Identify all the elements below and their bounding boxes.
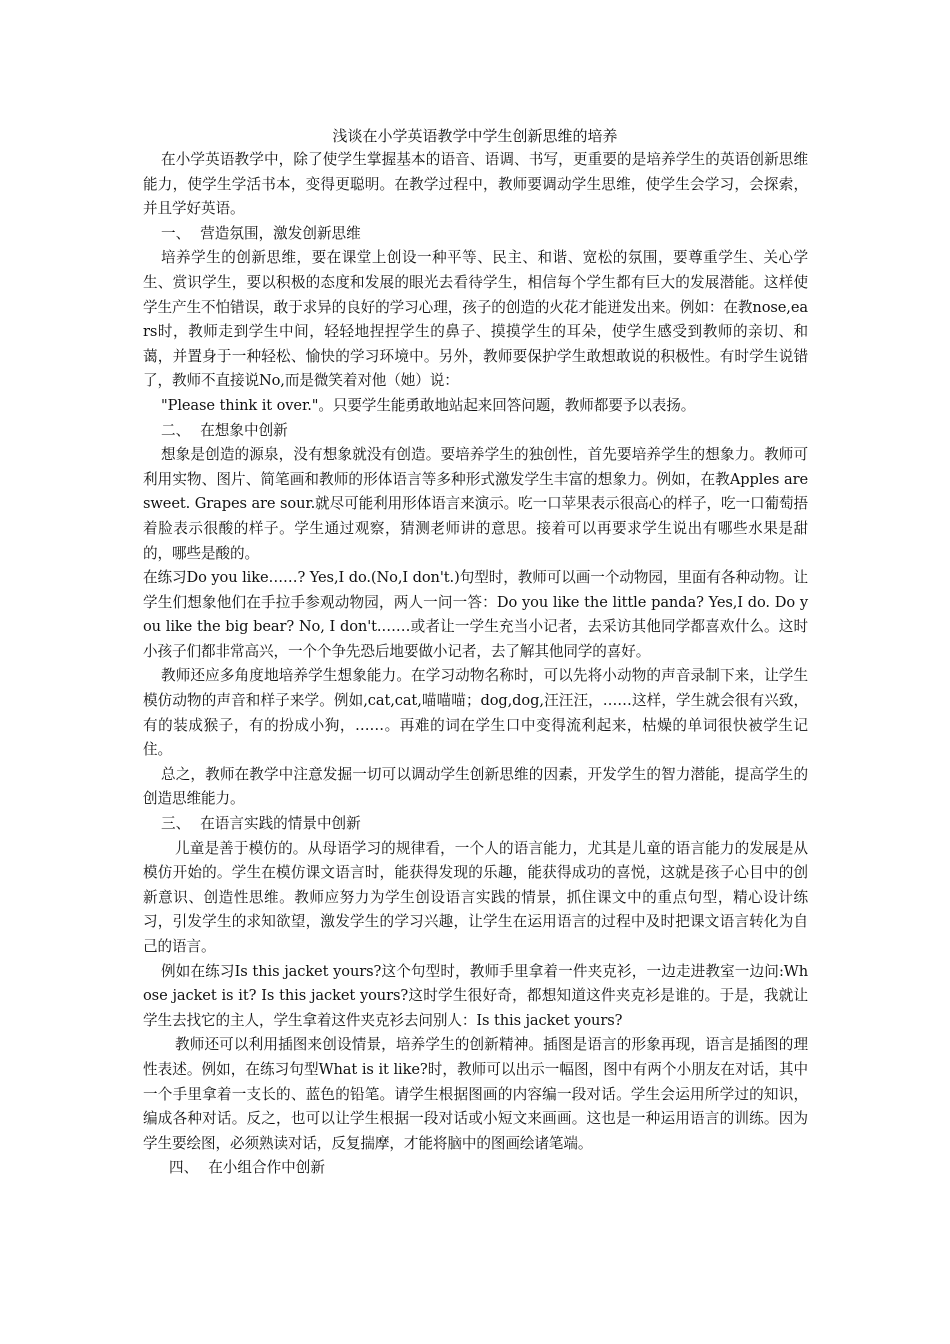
section-2-paragraph-1: 想象是创造的源泉，没有想象就没有创造。要培养学生的独创性，首先要培养学生的想象力。教师可利用实物、图片、简笔画和教师的形体语言等多种形式激发学生丰富的想象力。例如，在教Apples are sweet. Grapes are sour.就尽可能利用形体语言来演示。吃一口苹果表示很高心的样子，吃一口葡萄捂着脸表示很酸的样子。学生通过观察，猜测老师讲的意思。接着可以再要求学生说出有哪些水果是甜的，哪些是酸的。 xyxy=(143,446,808,562)
section-3-number: 三、 xyxy=(161,815,191,833)
section-4-title: 在小组合作中创新 xyxy=(208,1159,325,1177)
section-3-heading xyxy=(143,812,808,837)
section-3-paragraph-2: 例如在练习Is this jacket yours?这个句型时，教师手里拿着一件夹克衫，一边走进教室一边问:Whose jacket is it? Is this jacket yours?这时学生很好奇，都想知道这件夹克衫是谁的。于是，我就让学生去找它的主人，学生拿着这件夹克衫去问别人：Is this jacket yours? xyxy=(143,962,808,1029)
document-title: 浅谈在小学英语教学中学生创新思维的培养 xyxy=(332,127,618,145)
section-1-paragraph-2: "Please think it over."。只要学生能勇敢地站起来回答问题，教师都要予以表扬。 xyxy=(161,396,696,414)
section-4-heading xyxy=(143,1156,808,1181)
section-2-paragraph-2: 在练习Do you like……? Yes,I do.(No,I don't.)句型时，教师可以画一个动物园，里面有各种动物。让学生们想象他们在手拉手参观动物园，两人一问一答：Do you like the little panda? Yes,I do. Do you like the big bear? No, I don't.……或者让一学生充当小记者，去采访其他同学都喜欢什么。这时小孩子们都非常高兴，一个个争先恐后地要做小记者，去了解其他同学的喜好。 xyxy=(143,569,808,660)
section-3-paragraph-3: 教师还可以利用插图来创设情景，培养学生的创新精神。插图是语言的形象再现，语言是插图的理性表述。例如，在练习句型What is it like?时，教师可以出示一幅图，图中有两个小朋友在对话，其中一个手里拿着一支长的、蓝色的铅笔。请学生根据图画的内容编一段对话。学生会运用所学过的知识，编成各种对话。反之，也可以让学生根据一段对话或小短文来画画。这也是一种运用语言的训练。因为学生要绘图，必须熟读对话，反复揣摩，才能将脑中的图画绘诸笔端。 xyxy=(143,1036,808,1152)
section-1-heading xyxy=(143,222,808,247)
section-3-title: 在语言实践的情景中创新 xyxy=(200,815,361,833)
section-2-title: 在想象中创新 xyxy=(200,421,288,439)
section-2-paragraph-4: 总之，教师在教学中注意发掘一切可以调动学生创新思维的因素，开发学生的智力潜能，提高学生的创造思维能力。 xyxy=(143,765,808,808)
section-2-number: 二、 xyxy=(161,421,191,439)
section-1-paragraph-1: 培养学生的创新思维，要在课堂上创设一种平等、民主、和谐、宽松的氛围，要尊重学生、关心学生、赏识学生，要以积极的态度和发展的眼光去看待学生，相信每个学生都有巨大的发展潜能。这样使学生产生不怕错误，敢于求异的良好的学习心理，孩子的创造的火花才能迸发出来。例如：在教nose,ears时，教师走到学生中间，轻轻地捏捏学生的鼻子、摸摸学生的耳朵，使学生感受到教师的亲切、和蔼，并置身于一种轻松、愉快的学习环境中。另外，教师要保护学生敢想敢说的积极性。有时学生说错了，教师不直接说No,而是微笑着对他（她）说： xyxy=(143,249,808,390)
section-1-title: 营造氛围，激发创新思维 xyxy=(200,224,361,242)
document-body xyxy=(143,148,808,1181)
section-4-number: 四、 xyxy=(169,1159,199,1177)
section-2-heading xyxy=(143,419,808,444)
intro-paragraph: 在小学英语教学中，除了使学生掌握基本的语音、语调、书写，更重要的是培养学生的英语创新思维能力，使学生学活书本，变得更聪明。在教学过程中，教师要调动学生思维，使学生会学习，会探索，并且学好英语。 xyxy=(143,151,808,218)
section-2-paragraph-3: 教师还应多角度地培养学生想象能力。在学习动物名称时，可以先将小动物的声音录制下来，让学生模仿动物的声音和样子来学。例如,cat,cat,喵喵喵；dog,dog,汪汪汪，……这样，学生就会很有兴致，有的装成猴子，有的扮成小狗，……。再难的词在学生口中变得流利起来，枯燥的单词很快被学生记住。 xyxy=(143,667,808,759)
section-3-paragraph-1: 儿童是善于模仿的。从母语学习的规律看，一个人的语言能力，尤其是儿童的语言能力的发展是从模仿开始的。学生在模仿课文语言时，能获得发现的乐趣，能获得成功的喜悦，这就是孩子心目中的创新意识、创造性思维。教师应努力为学生创设语言实践的情景，抓住课文中的重点句型，精心设计练习，引发学生的求知欲望，激发学生的学习兴趣，让学生在运用语言的过程中及时把课文语言转化为自己的语言。 xyxy=(143,839,808,955)
section-1-number: 一、 xyxy=(161,224,191,242)
